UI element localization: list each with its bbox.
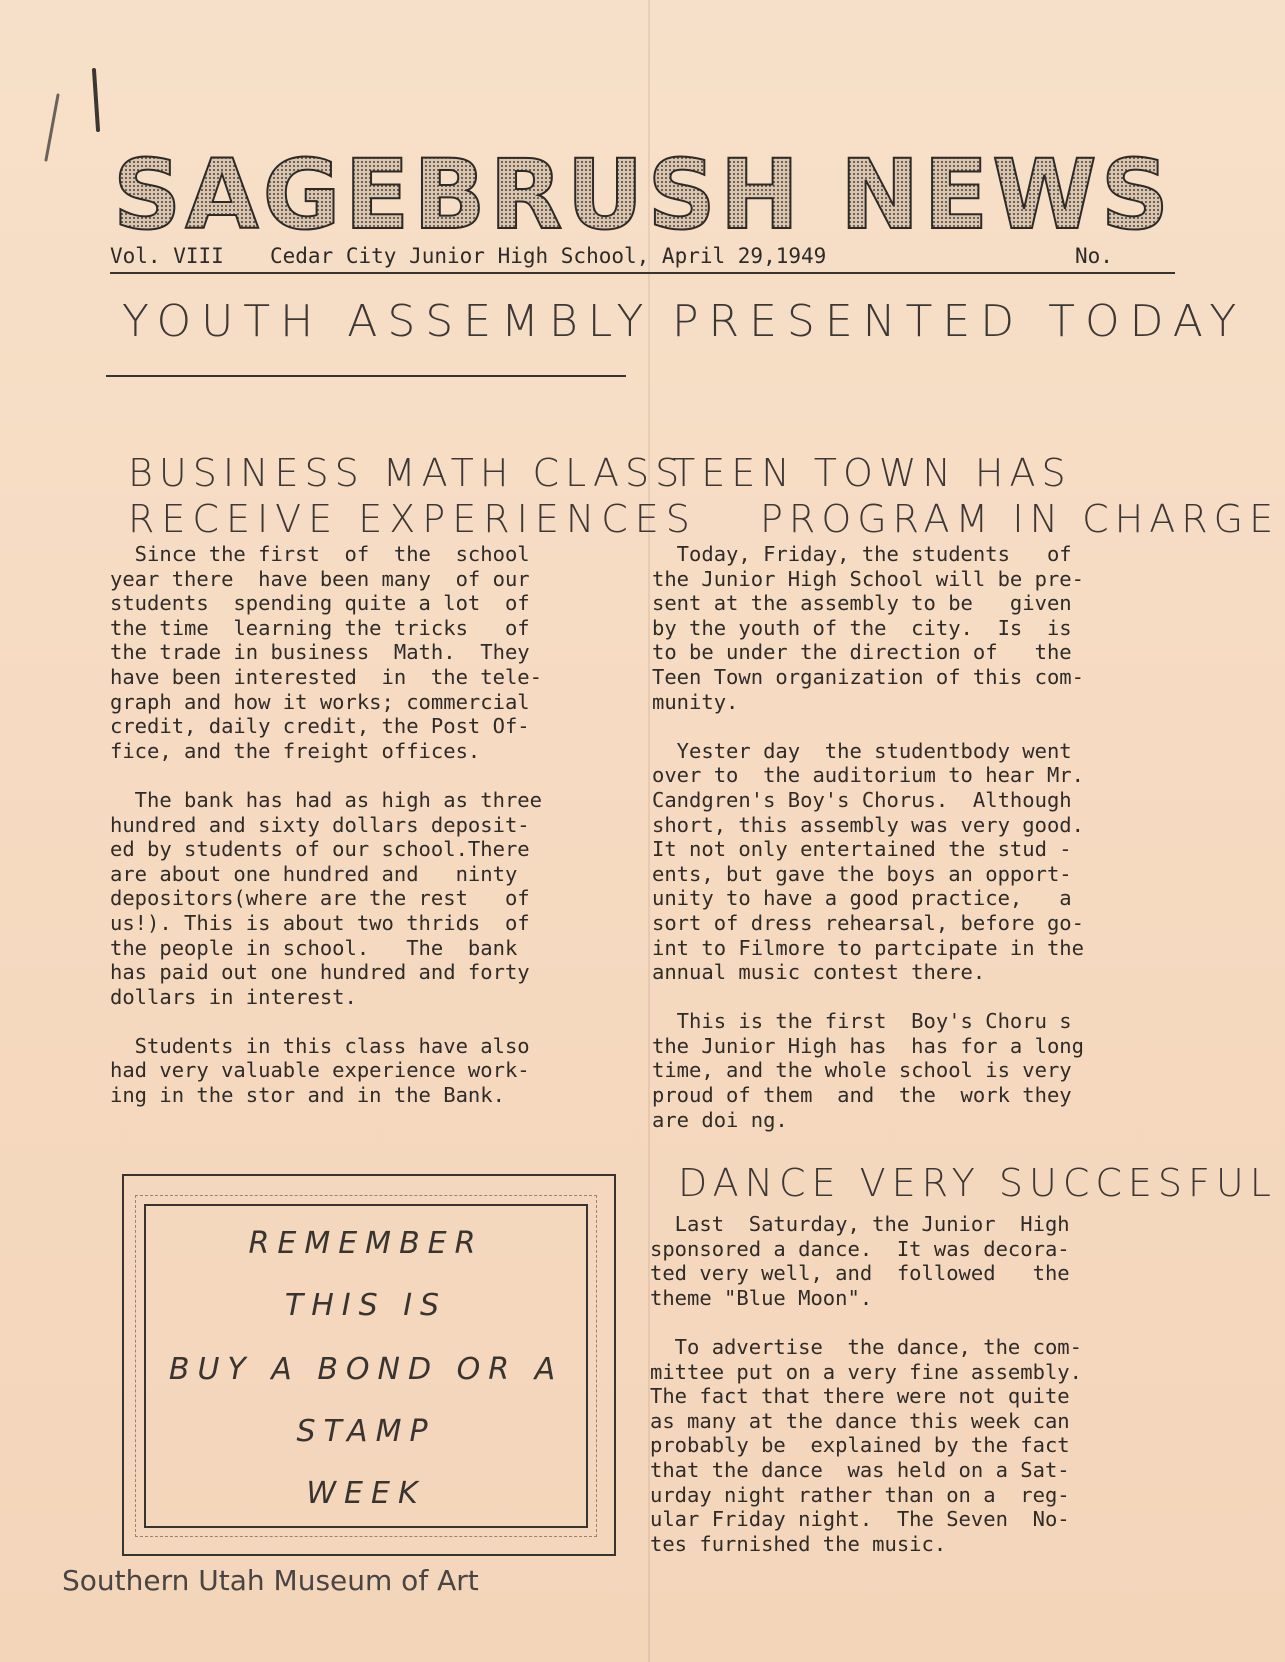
headline-right: PRESENTED TODAY bbox=[672, 296, 1247, 347]
headline-rule bbox=[106, 375, 626, 377]
bond-line-week: WEEK bbox=[306, 1476, 426, 1511]
business-article-body: Since the first of the school year there have been many of our students spending quite a lot of the time learning the tricks of the trade in business Math. They have been interested in the tele- graph and how it works; commercial credit, daily credit, the Post Of- fice, and the freight offices. The bank has had as high as three hundred and sixty dollars deposit- ed by students of our school.There are about one hundred and ninty depositors(where are the rest of us!). This is about two thrids of the people in school. The bank has paid out one hundred and forty dollars in interest. Students in this class have also had very valuable experience work- ing in the stor and in the Bank. bbox=[110, 542, 542, 1108]
masthead-title-text: SAGEBRUSH NEWS bbox=[113, 140, 1173, 240]
teen-town-article-title-line1: TEEN TOWN HAS bbox=[672, 451, 1072, 495]
dance-article-title: DANCE VERY SUCCESFUL bbox=[678, 1161, 1277, 1205]
dateline bbox=[110, 244, 1175, 274]
bond-line-stamp: STAMP bbox=[296, 1414, 436, 1449]
issue-number: No. bbox=[1075, 244, 1113, 268]
bond-line-this-is: THIS IS bbox=[284, 1288, 448, 1323]
pencil-mark-icon bbox=[36, 60, 116, 170]
teen-town-article-body: Today, Friday, the students of the Junior High School will be pre- sent at the assembly to be given by the youth of the city. Is is to be under the direction of the Teen Town organization of this com- munity. Yester day the studentbody went over to the auditorium to hear Mr. Candgren's Boy's Chorus. Although short, this assembly was very good. It not only entertained the stud - ents, but gave the boys an opport- unity to have a good practice, a sort of dress rehearsal, before go- int to Filmore to partcipate in the annual music contest there. This is the first Boy's Choru s the Junior High has has for a long time, and the whole school is very proud of them and the work they are doi ng. bbox=[652, 542, 1084, 1132]
bond-notice-box bbox=[122, 1174, 616, 1556]
business-article-title-line1: BUSINESS MATH CLASS bbox=[128, 451, 686, 495]
teen-town-article-title-line2: PROGRAM IN CHARGE bbox=[760, 497, 1280, 541]
volume-number: Vol. VIII bbox=[110, 244, 224, 268]
museum-watermark: Southern Utah Museum of Art bbox=[62, 1564, 479, 1597]
bond-notice-inner bbox=[144, 1204, 588, 1528]
dance-article-body: Last Saturday, the Junior High sponsored a dance. It was decora- ted very well, and followed the theme "Blue Moon". To advertise the dance, the com- mittee put on a very fine assembly. The fact that there were not quite as many at the dance this week can probably be explained by the fact that the dance was held on a Sat- urday night rather than on a reg- ular Friday night. The Seven No- tes furnished the music. bbox=[650, 1212, 1082, 1556]
headline-left: YOUTH ASSEMBLY bbox=[122, 296, 654, 347]
bond-line-buy: BUY A BOND OR A bbox=[168, 1352, 564, 1387]
masthead-title bbox=[108, 140, 1178, 240]
bond-line-remember: REMEMBER bbox=[248, 1226, 484, 1261]
school-and-date: Cedar City Junior High School, April 29,1949 bbox=[270, 244, 827, 268]
business-article-title-line2: RECEIVE EXPERIENCES bbox=[128, 497, 697, 541]
